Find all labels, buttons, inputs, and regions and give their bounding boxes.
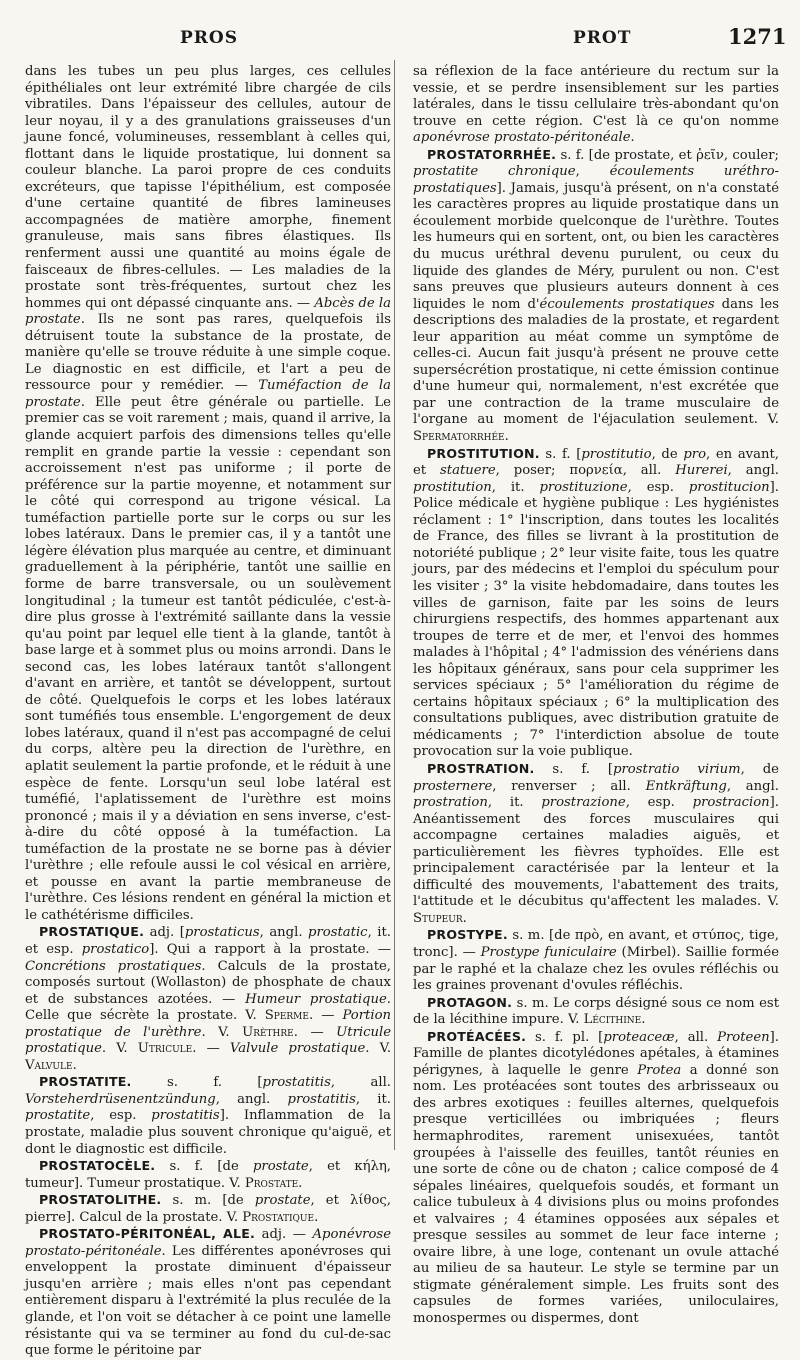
prostate-continuation: dans les tubes un peu plus larges, ces cellules épithéliales ont leur extrémité libre chargée de cils vibratiles. Dans l'épaisseur des cellules, autour de leur noyau, il y a des granulations graisseuses d'un jaune foncé, volumineuses, ressemblant à celles qui, flottant dans le liquide prostatique, lui donnent sa couleur blanche. La paroi propre de ces conduits excréteurs, que tapisse l'épithélium, est composée d'une certaine quantité de fibres lamineuses accompagnées de matière amorphe, finement granuleuse, mais sans fibres élastiques. Ils renferment aussi une quantité au moins égale de faisceaux de fibres-cellules. — Les maladies de la prostate sont très-fréquentes, surtout chez les hommes qui ont dépassé cinquante ans. — Abcès de la prostate. Ils ne sont pas rares, quelquefois ils détruisent toute la substance de la prostate, de manière qu'elle se trouve réduite à une simple coque. Le diagnostic en est difficile, et l'art a peu de ressource pour y remédier. — Tuméfaction de la prostate. Elle peut être générale ou partielle. Le premier cas se voit rarement ; mais, quand il arrive, la glande acquiert parfois des dimensions telles qu'elle remplit en grande partie la vessie : cependant son accroissement n'est pas uniforme ; il porte de préférence sur la partie moyenne, et notamment sur le côté qui correspond au trigone vésical. La tuméfaction partielle porte sur le corps ou sur les lobes latéraux. Dans le premier cas, il y a tantôt une légère élévation plus marquée au centre, et diminuant graduellement à la périphérie, tantôt une saillie en forme de barre transversale, ou un soulèvement longitudinal ; la tumeur est tantôt pédiculée, c'est-à-dire plus grosse à l'extrémité saillante dans la vessie qu'au point par lequel elle tient à la glande, tantôt à base large et à sommet plus ou moins arrondi. Dans le second cas, les lobes latéraux tantôt s'allongent d'avant en arrière, et tantôt se développent, surtout de côté. Quelquefois le corps et les lobes latéraux sont tuméfiés tous ensemble. L'engorgement de deux lobes latéraux, quand il n'est pas accompagné de celui du corps, altère peu la direction de l'urèthre, en aplatit seulement la partie profonde, et le réduit à une espèce de fente. Lorsqu'un seul lobe latéral est tuméfié, l'aplatissement de l'urèthre est moins prononcé ; mais il y a déviation en sens inverse, c'est-à-dire du côté opposé à la tuméfaction. La tuméfaction de la prostate ne se borne pas à dévier l'urèthre ; elle refoule aussi le col vésical en arrière, et pousse en avant la partie membraneuse de l'urèthre. Ces lésions rendent en général la miction et le cathétérisme difficiles.: [25, 64, 392, 923]
headword: PROSTATITE.: [39, 1074, 132, 1090]
left-column: [25, 64, 391, 1360]
entry-prostatique: PROSTATIQUE. adj. [prostaticus, angl. prostatic, it. et esp. prostatico]. Qui a rapport à la prostate. — Concrétions prostatiques. Calculs de la prostate, composés surtout (Wollaston) de phosphate de chaux et de substances azotées. — Humeur prostatique. Celle que sécrète la prostate. V. Sperme. — Portion prostatique de l'urèthre. V. Urèthre. — Utricule prostatique. V. Utricule. — Valvule prostatique. V. Valvule.: [25, 924, 392, 1073]
headword: PROSTYPE.: [427, 927, 508, 943]
page-number: 1271: [728, 24, 787, 49]
entry-prostype: PROSTYPE. s. m. [de πρὸ, en avant, et στύπος, tige, tronc]. — Prostype funiculaire (Mirbel). Saillie formée par le raphé et la chalaze chez les ovules réfléchis ou les graines provenant d'ovules réfléchis.: [413, 927, 779, 994]
headword: PROSTRATION.: [427, 760, 535, 776]
headword: PROSTATO-PÉRITONÉAL, ALE.: [39, 1226, 255, 1242]
headword: PROSTATIQUE.: [39, 924, 145, 940]
prostato-peritoneal-continuation: sa réflexion de la face antérieure du rectum sur la vessie, et se perdre insensiblement sur les parties latérales, dans le tissu cellulaire très-abondant qu'on trouve en cette région. C'est là ce qu'on nomme aponévrose prostato-péritonéale.: [413, 64, 779, 146]
headword: PROSTATOCÈLE.: [39, 1158, 156, 1174]
entry-prostatolithe: PROSTATOLITHE. s. m. [de prostate, et λίθος, pierre]. Calcul de la prostate. V. Prostatique.: [25, 1192, 391, 1225]
entry-protagon: PROTAGON. s. m. Le corps désigné sous ce nom est de la lécithine impure. V. Lécithine.: [413, 994, 779, 1028]
header-right-word: PROT: [573, 28, 632, 48]
entry-prostitution: PROSTITUTION. s. f. [prostitutio, de pro, en avant, et statuere, poser; πορνεία, all. Hurerei, angl. prostitution, it. prostituzione, esp. prostitucion]. Police médicale et hygiène publique : Les hygiénistes réclament : 1° l'inscription, dans toutes les localités de France, des filles se livrant à la prostitution de notoriété publique ; 2° leur visite faite, tous les quatre jours, par des médecins et l'emploi du spéculum pour les visiter ; 3° la visite hebdomadaire, dans toutes les villes de garnison, faite par les soins de leurs chirurgiens respectifs, des hommes appartenant aux troupes de terre et de mer, et l'envoi des hommes malades à l'hôpital ; 4° l'admission des vénériens dans les hôpitaux généraux, sans pour cela supprimer les services spéciaux ; 5° l'amélioration du régime de certains hôpitaux spéciaux ; 6° la multiplication des consultations publiques, avec distribution gratuite de médicaments ; 7° l'interdiction absolue de toute provocation sur la voie publique.: [413, 445, 779, 760]
right-column: [413, 64, 779, 1328]
entry-prostato-peritoneal: PROSTATO-PÉRITONÉAL, ALE. adj. — Aponévrose prostato-péritonéale. Les différentes aponévroses qui enveloppent la prostate diminuent d'épaisseur jusqu'en arrière ; mais elles n'ont pas cependant entièrement disparu à l'extrémité la plus reculée de la glande, et l'on voit se détacher à ce point une lamelle résistante qui va se terminer au fond du cul-de-sac que forme le péritoine par: [25, 1226, 391, 1359]
entry-prostatite: PROSTATITE. s. f. [prostatitis, all. Vorsteherdrüsenentzündung, angl. prostatitis, it. prostatite, esp. prostatitis]. Inflammation de la prostate, maladie plus souvent chronique qu'aiguë, et dont le diagnostic est difficile.: [25, 1074, 391, 1157]
entry-prostration: PROSTRATION. s. f. [prostratio virium, de prosternere, renverser ; all. Entkräftung, angl. prostration, it. prostrazione, esp. prostracion]. Anéantissement des forces musculaires qui accompagne certaines maladies aiguës, et particulièrement les fièvres typhoïdes. Elle est principalement caractérisée par la lenteur et la difficulté des mouvements, l'abattement des traits, l'attitude et le décubitus qu'affectent les malades. V. Stupeur.: [413, 760, 780, 926]
headword: PROSTATORRHÉE.: [427, 146, 557, 162]
headword: PROTÉACÉES.: [427, 1028, 527, 1044]
headword: PROSTATOLITHE.: [39, 1192, 162, 1208]
header-left-word: PROS: [180, 28, 238, 48]
running-header: [0, 24, 800, 54]
headword: PROTAGON.: [427, 994, 513, 1010]
entry-proteacees: PROTÉACÉES. s. f. pl. [proteaceæ, all. Proteen]. Famille de plantes dicotylédones apétales, à étamines périgynes, à laquelle le genre Protea a donné son nom. Les protéacées sont toutes des arbrisseaux ou des arbres exotiques : feuilles alternes, quelquefois presque verticillées ou imbriquées ; fleurs hermaphrodites, rarement unisexuées, tantôt groupées à l'aisselle des feuilles, tantôt réunies en une sorte de cône ou de chaton ; calice composé de 4 sépales linéaires, quelquefois soudés, et formant un calice tubuleux à 4 divisions plus ou moins profondes et valvaires ; 4 étamines opposées aux sépales et presque sessiles au sommet de leur face interne ; ovaire libre, à une loge, contenant un ovule attaché au milieu de sa hauteur. Le style se termine par un stigmate généralement simple. Les fruits sont des capsules de formes variées, uniloculaires, monospermes ou dispermes, dont: [413, 1028, 780, 1327]
column-divider: [394, 60, 395, 1150]
entry-prostatorrhee: PROSTATORRHÉE. s. f. [de prostate, et ῥεῖν, couler; prostatite chronique, écoulements uréthro-prostatiques]. Jamais, jusqu'à présent, on n'a constaté les caractères propres au liquide prostatique dans un écoulement morbide quelconque de l'urèthre. Toutes les humeurs qui en sortent, ont, ou bien les caractères du mucus uréthral devenu purulent, ou ceux du liquide des glandes de Méry, purulent ou non. C'est sans preuves que plusieurs auteurs donnent à ces liquides le nom d'écoulements prostatiques dans les descriptions des maladies de la prostate, et regardent leur apparition au méat comme un symptôme de celles-ci. Aucun fait jusqu'à présent ne prouve cette supersécrétion prostatique, ni cette émission continue d'une humeur qui, normalement, n'est excrétée que par une contraction de la trame musculaire de l'organe au moment de l'éjaculation seulement. V. Spermatorrhée.: [413, 146, 779, 445]
entry-prostatocele: PROSTATOCÈLE. s. f. [de prostate, et κήλη, tumeur]. Tumeur prostatique. V. Prostate.: [25, 1158, 391, 1191]
headword: PROSTITUTION.: [427, 445, 540, 461]
